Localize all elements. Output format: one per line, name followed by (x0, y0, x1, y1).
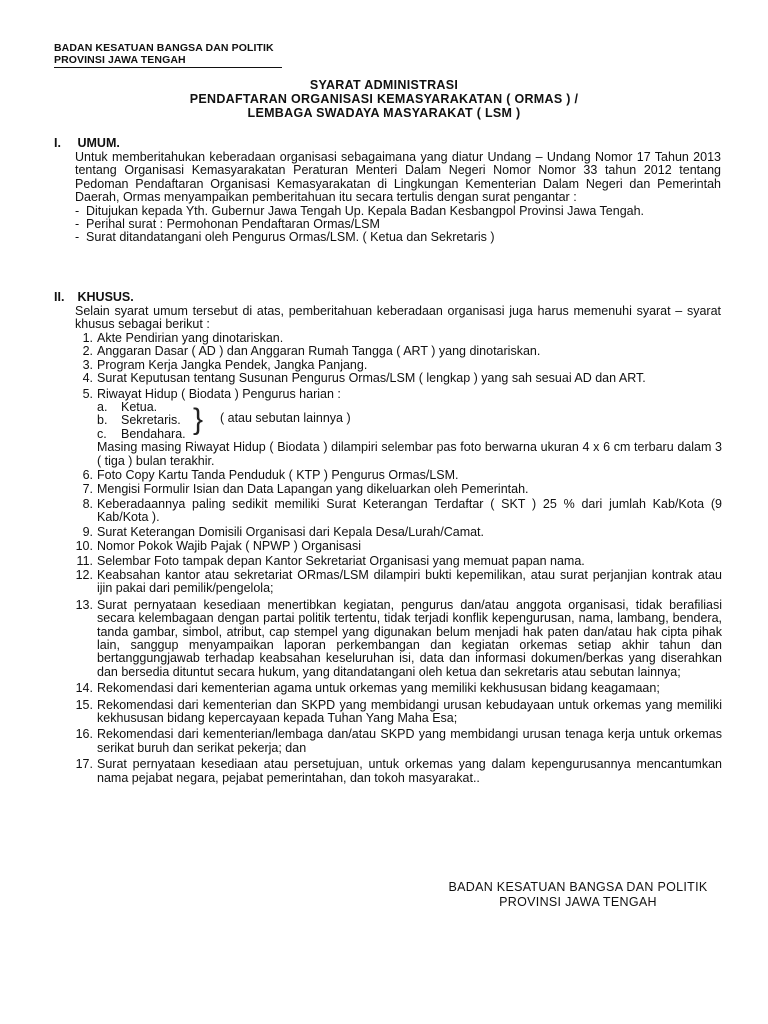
list-item: 3. Program Kerja Jangka Pendek, Jangka Panjang. (82, 357, 368, 372)
doc-title-line3: LEMBAGA SWADAYA MASYARAKAT ( LSM ) (247, 106, 521, 120)
signature-line2: PROVINSI JAWA TENGAH (499, 895, 657, 909)
doc-title-line1: SYARAT ADMINISTRASI (309, 78, 459, 92)
grouping-brace: } (193, 403, 204, 437)
list-item: 7. Mengisi Formulir Isian dan Data Lapangan yang dikeluarkan oleh Pemerintah. (82, 482, 529, 497)
item-5-text: Riwayat Hidup ( Biodata ) Pengurus harian : (97, 386, 341, 401)
section-khusus-heading (54, 290, 134, 304)
list-item: 14. Rekomendasi dari kementerian agama untuk orkemas yang memiliki kekhususan bidang keagamaan; (75, 681, 660, 696)
sublist-note: ( atau sebutan lainnya ) (220, 411, 351, 426)
doc-title-line2: PENDAFTARAN ORGANISASI KEMASYARAKATAN ( ORMAS ) / (189, 92, 579, 106)
bullet-text: Perihal surat : Permohonan Pendaftaran Ormas/LSM (86, 217, 380, 232)
section-number: II. (54, 290, 65, 304)
section-title: UMUM. (77, 136, 120, 150)
list-item: 10. Nomor Pokok Wajib Pajak ( NPWP ) Organisasi (75, 539, 361, 554)
list-item: 8. Keberadaannya paling sedikit memiliki Surat Keterangan Terdaftar ( SKT ) 25 % dari jumlah Kab/Kota (9 Kab/Kota ). (82, 496, 722, 525)
list-item: 5. Riwayat Hidup ( Biodata ) Pengurus harian : a. Ketua. b. Sekretaris. c. Bendahara. } ( atau sebutan lainnya ) Masing masing Riwayat Hidup ( Biodata ) dilampiri selembar pas foto berwarna ukuran 4 x 6 cm terbaru dalam 3 ( tiga ) bulan terakhir. (82, 386, 722, 468)
list-item: 1. Akte Pendirian yang dinotariskan. (82, 331, 284, 345)
list-item: 12. Keabsahan kantor atau sekretariat ORmas/LSM dilampiri bukti kepemilikan, atau surat perjanjian kontrak atau ijin pakai dari pemilik/pengelola; (75, 567, 722, 596)
list-item: 13. Surat pernyataan kesediaan menertibkan kegiatan, pengurus dan/atau anggota organisasi, tidak berafiliasi secara kelembagaan dengan partai politik tertentu, tidak terjadi konflik kepengurusan, nama, lambang, bendera, tanda gambar, simbol, atribut, cap stempel yang digunakan belum menjadi hak paten dan/atau hak cipta pihak lain, sanggup menyampaikan laporan perkembangan dan kegiatan orkemas setiap akhir tahun dan bertanggungjawab terhadap keabsahan keseluruhan isi, data dan informasi dokumen/berkas yang diserahkan dan bersedia dituntut secara hukum, yang ditandatangani oleh ketua dan sekretaris atau sebutan lainnya; (75, 597, 722, 679)
signature-block (408, 880, 748, 910)
item-5-detail: Masing masing Riwayat Hidup ( Biodata ) dilampiri selembar pas foto berwarna ukuran 4 x 6 cm terbaru dalam 3 ( tiga ) bulan terakhir. (97, 440, 722, 468)
list-item: 6. Foto Copy Kartu Tanda Penduduk ( KTP ) Pengurus Ormas/LSM. (82, 468, 459, 483)
bullet-text: Surat ditandatangani oleh Pengurus Ormas/LSM. ( Ketua dan Sekretaris ) (86, 230, 495, 245)
umum-bullet: - Surat ditandatangani oleh Pengurus Ormas/LSM. ( Ketua dan Sekretaris ) (75, 231, 721, 244)
section-umum-body (75, 151, 721, 245)
umum-bullet: - Ditujukan kepada Yth. Gubernur Jawa Tengah Up. Kepala Badan Kesbangpol Provinsi Jawa Tengah. (75, 205, 721, 218)
requirements-list (54, 332, 722, 785)
sublist-item: b. Sekretaris. (97, 413, 181, 428)
list-item: 17. Surat pernyataan kesediaan atau persetujuan, untuk orkemas yang dalam kepengurusannya mencantumkan nama pejabat negara, pejabat pemerintahan, dan tokoh masyarakat.. (75, 757, 722, 785)
section-number: I. (54, 136, 61, 150)
list-item: 15. Rekomendasi dari kementerian dan SKPD yang membidangi urusan kebudayaan untuk orkemas yang memiliki kekhususan bidang kepercayaan kepada Tuhan Yang Maha Esa; (75, 697, 722, 725)
umum-bullet: - Perihal surat : Permohonan Pendaftaran Ormas/LSM (75, 218, 721, 231)
khusus-paragraph: Selain syarat umum tersebut di atas, pemberitahuan keberadaan organisasi juga harus memenuhi syarat – syarat khusus sebagai berikut : (75, 304, 721, 332)
list-item: 2. Anggaran Dasar ( AD ) dan Anggaran Rumah Tangga ( ART ) yang dinotariskan. (82, 344, 541, 359)
section-umum-heading (54, 136, 120, 150)
sublist-item: c. Bendahara. (97, 426, 186, 441)
list-item: 16. Rekomendasi dari kementerian/lembaga dan/atau SKPD yang membidangi urusan tenaga kerja untuk orkemas serikat buruh dan serikat pekerja; dan (75, 727, 722, 755)
letterhead (54, 42, 282, 68)
list-item: 4. Surat Keputusan tentang Susunan Pengurus Ormas/LSM ( lengkap ) yang sah sesuai AD dan ART. (82, 371, 646, 386)
sublist-item: a. Ketua. (97, 400, 158, 415)
officers-sublist (97, 401, 722, 441)
section-title: KHUSUS. (77, 290, 134, 304)
umum-paragraph: Untuk memberitahukan keberadaan organisasi sebagaimana yang diatur Undang – Undang Nomor 17 Tahun 2013 tentang Organisasi Kemasyarakatan Peraturan Menteri Dalam Negeri Nomor Nomor 33 tahun 2012 tentang Pedoman Pendaftaran Organisasi Kemasyarakatan di Lingkungan Kementerian Dalam Negeri dan Pemerintah Daerah, Ormas menyampaikan pemberitahuan itu secara tertulis dengan surat pengantar : (75, 150, 721, 205)
signature-line1: BADAN KESATUAN BANGSA DAN POLITIK (448, 880, 708, 894)
letterhead-line1: BADAN KESATUAN BANGSA DAN POLITIK (54, 42, 274, 54)
list-item: 9. Surat Keterangan Domisili Organisasi dari Kepala Desa/Lurah/Camat. (82, 524, 484, 539)
bullet-text: Ditujukan kepada Yth. Gubernur Jawa Tengah Up. Kepala Badan Kesbangpol Provinsi Jawa Tengah. (86, 203, 645, 218)
letterhead-line2: PROVINSI JAWA TENGAH (54, 54, 282, 68)
list-item: 11. Selembar Foto tampak depan Kantor Sekretariat Organisasi yang memuat papan nama. (76, 553, 585, 568)
